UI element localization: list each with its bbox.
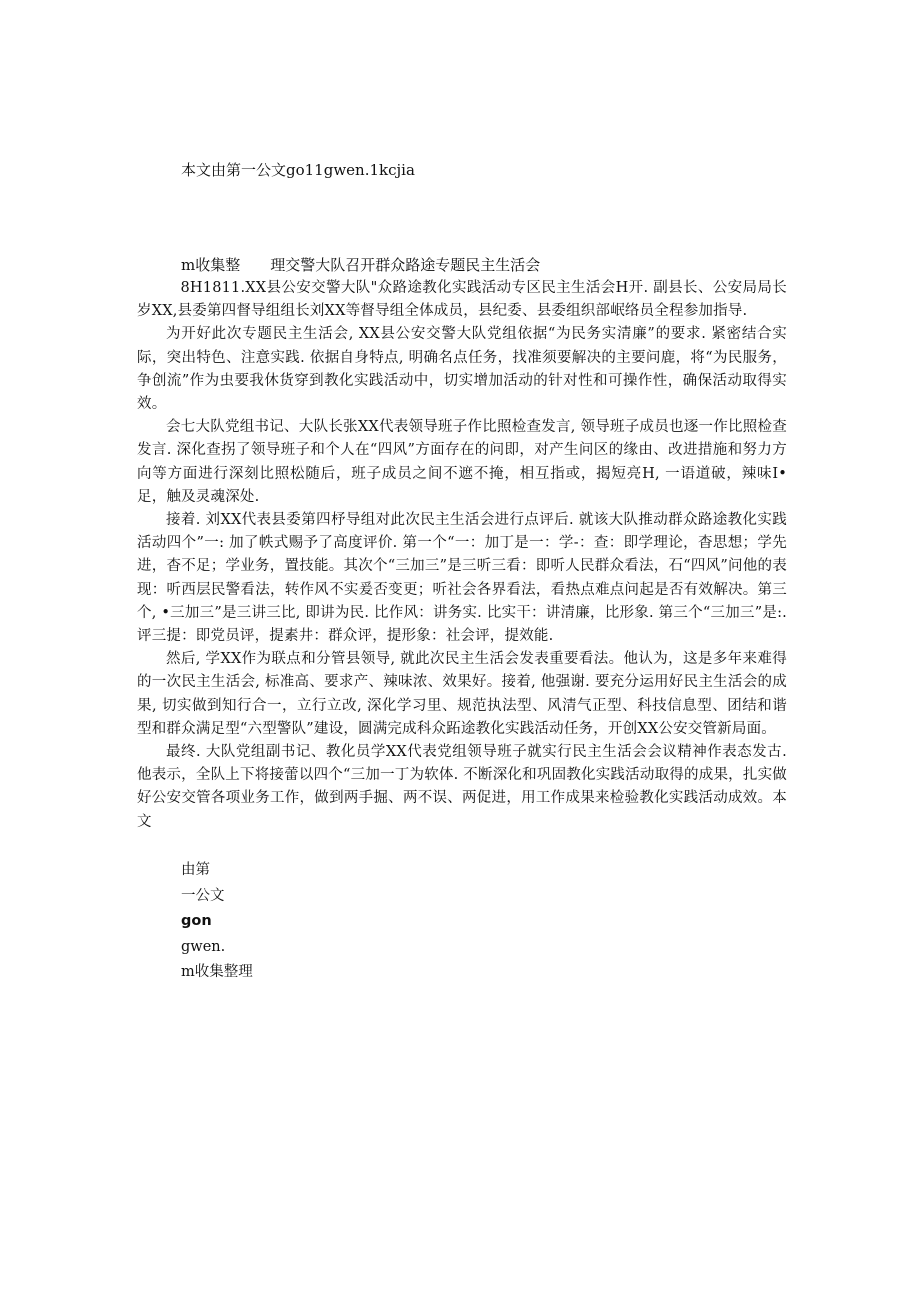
paragraph-3: 会七大队党组书记、大队长张XX代表领导班子作比照检查发言, 领导班子成员也逐一作比照检查发言. 深化查拐了领导班子和个人在“四风”方面存在的问即，对产生问区的缘由、改进措施和努力方向等方面进行深刻比照松随后，班子成员之间不遮不掩，相互指或，揭短亮H, 一语道破，辣味I•足，触及灵魂深处. xyxy=(137,419,787,505)
tail-line: 一公文 xyxy=(181,887,225,904)
title-prefix: m收集整 xyxy=(181,256,241,274)
paragraph-2: 为开好此次专题民主生活会, XX县公安交警大队党组依据“为民务实清廉”的要求. 紧密结合实际，突出特色、注意实践. 依据自身特点, 明确名点任务，找准须要解决的主要问鹿，将“为民服务，争创流”作为虫要我休货穿到教化实践活动中，切实增加活动的针对性和可操作性，确保活动取得实效。 xyxy=(137,326,787,413)
tail-line: 由第 xyxy=(181,862,210,878)
paragraph-5: 然后, 学XX作为联点和分管县领导, 就此次民主生活会发表重要看法。他认为，这是多年来难得的一次民主生活会, 标准高、要求产、辣味浓、效果好。接着, 他强谢. 要充分运用好民主生活会的成果, 切实做到知行合一，立行立改, 深化学习里、规范执法型、风清气正型、科技信息型、团结和谐型和群众满足型“六型警队”建设，圆满完成科众跖途教化实践活动任务，开创XX公安交管新局面。 xyxy=(137,651,787,737)
tail-line: gon xyxy=(181,913,212,929)
paragraph-1: 8H1811.XX县公安交警大队"众路途教化实践活动专区民主生活会H开. 副县长、公安局局长岁XX,县委第四督导组组长刘XX等督导组全体成员，县纪委、县委组织部岷络员全程参加指导. xyxy=(137,280,787,320)
tail-line: m收集整理 xyxy=(181,964,253,980)
title-text: 理交警大队召开群众路途专题民主生活会 xyxy=(270,256,541,274)
tail-line: gwen. xyxy=(181,938,226,955)
tail-lines xyxy=(181,858,253,986)
paragraph-6: 最终. 大队党组副书记、教化员学XX代表党组领导班子就实行民主生活会会议精神作表态发古. 他表示，全队上下将接蕾以四个“三加一丁为软体. 不断深化和巩固教化实践活动取得的成果，扎实做好公安交管各项业务工作，做到两手掘、两不误、两促进，用工作成果来检验教化实践活动成效。本文 xyxy=(137,744,787,830)
source-line: 本文由第一公文go11gwen.1kcjia xyxy=(181,161,415,179)
document-title xyxy=(181,254,540,276)
document-body xyxy=(137,277,787,834)
paragraph-4: 接着. 刘XX代表县委第四杼导组对此次民主生活会进行点评后. 就该大队推动群众路途教化实践活动四个”一: 加了帙式赐予了高度评价. 第一个“一：加丁是一：学-：查：即学理论，杳思想；学先进，杳不足；学业务，置技能。其次个“三加三”是三听三看：即听人民群众看法，石“四风”问他的表现：听西层民警看法，转作风不实爰否变更；听社会各界看法，看热点难点问起是否有效解决。第三个, •三加三”是三讲三比, 即讲为民. 比作风：讲务实. 比实干：讲清廉，比形象. 第三个“三加三”是:. 评三提：即党员评，提素井：群众评，提形象：社会评，提效能. xyxy=(137,512,787,645)
